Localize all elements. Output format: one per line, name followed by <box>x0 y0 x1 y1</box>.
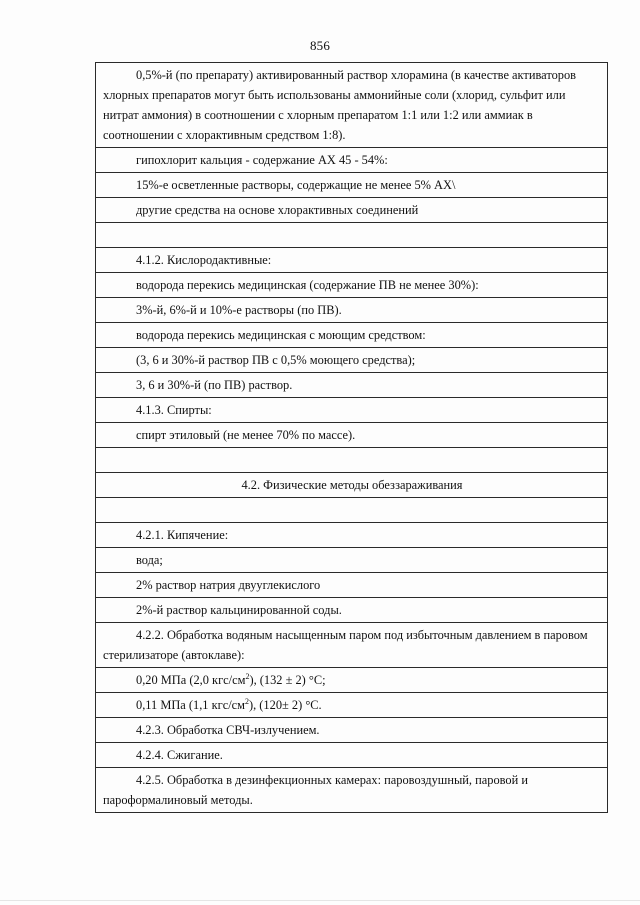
row-text: 0,20 МПа (2,0 кгс/см <box>136 673 246 687</box>
empty-row <box>96 223 607 248</box>
table-row: 4.2.3. Обработка СВЧ-излучением. <box>96 718 607 743</box>
table-row <box>96 668 607 693</box>
table-row: водорода перекись медицинская (содержание ПВ не менее 30%): <box>96 273 607 298</box>
content-table <box>95 62 608 813</box>
table-row: (3, 6 и 30%-й раствор ПВ с 0,5% моющего средства); <box>96 348 607 373</box>
superscript: 2 <box>245 671 250 681</box>
table-row <box>96 768 607 813</box>
scan-edge-line <box>0 900 640 901</box>
page-number: 856 <box>309 38 331 53</box>
row-text: ), (120± 2) °С. <box>248 698 322 712</box>
row-text: ), (132 ± 2) °С; <box>249 673 326 687</box>
table-row <box>96 63 607 148</box>
table-row: 4.2.1. Кипячение: <box>96 523 607 548</box>
table-row <box>96 693 607 718</box>
empty-row <box>96 448 607 473</box>
row-text: 0,11 МПа (1,1 кгс/см <box>136 698 245 712</box>
row-text: 4.2.5. Обработка в дезинфекционных камерах: паровоздушный, паровой и пароформалиновый методы. <box>103 773 528 807</box>
empty-row <box>96 498 607 523</box>
table-row: 2%-й раствор кальцинированной соды. <box>96 598 607 623</box>
section-heading: 4.2. Физические методы обеззараживания <box>96 473 607 498</box>
table-row <box>96 623 607 668</box>
table-row: гипохлорит кальция - содержание АХ 45 - 54%: <box>96 148 607 173</box>
table-row: водорода перекись медицинская с моющим средством: <box>96 323 607 348</box>
table-row: 3%-й, 6%-й и 10%-е растворы (по ПВ). <box>96 298 607 323</box>
table-row: 3, 6 и 30%-й (по ПВ) раствор. <box>96 373 607 398</box>
table-row: 4.1.3. Спирты: <box>96 398 607 423</box>
table-row: 15%-е осветленные растворы, содержащие не менее 5% АХ\ <box>96 173 607 198</box>
row-text: 0,5%-й (по препарату) активированный раствор хлорамина (в качестве активаторов хлорных препаратов могут быть использованы аммонийные соли (хлорид, сульфит или нитрат аммония) в соотношении с хлорным препаратом 1:1 или 1:2 или аммиак в соотношении с хлорактивным средством 1:8). <box>103 68 577 142</box>
table-row: спирт этиловый (не менее 70% по массе). <box>96 423 607 448</box>
table-row: 2% раствор натрия двууглекислого <box>96 573 607 598</box>
table-row: 4.1.2. Кислородактивные: <box>96 248 607 273</box>
superscript: 2 <box>244 696 249 706</box>
table-row: вода; <box>96 548 607 573</box>
table-row: 4.2.4. Сжигание. <box>96 743 607 768</box>
table-row: другие средства на основе хлорактивных соединений <box>96 198 607 223</box>
row-text: 4.2.2. Обработка водяным насыщенным паром под избыточным давлением в паровом стерилизаторе (автоклаве): <box>103 628 588 662</box>
